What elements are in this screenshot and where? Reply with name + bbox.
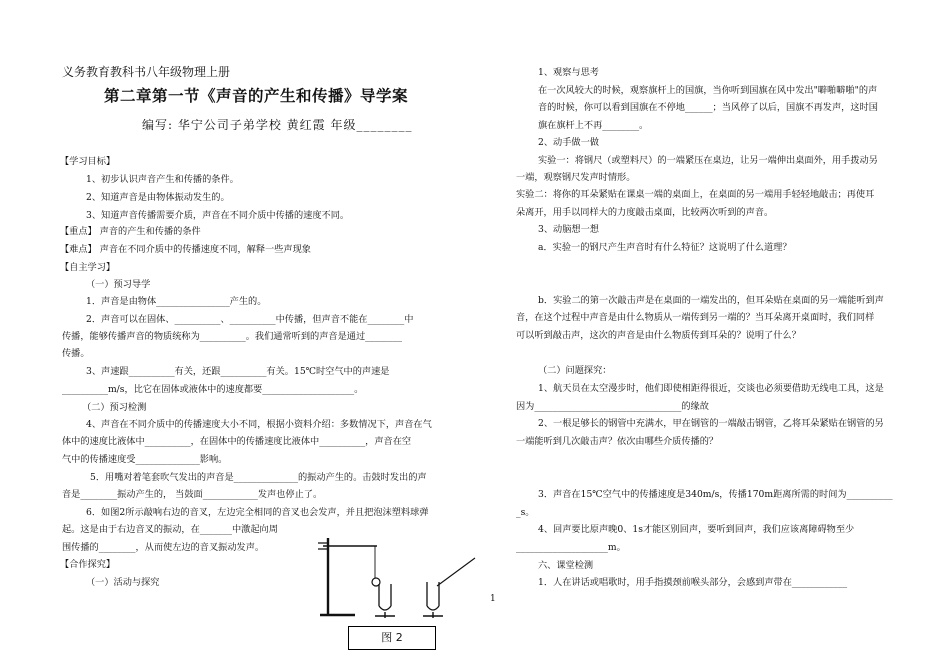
text-line: 旗在旗杆上不再________。 (538, 120, 649, 131)
question-text: 1、航天员在太空漫步时，他们即使相距得很近，交谈也必须要借助无线电工具，这是 (538, 383, 884, 394)
text-line: 音的时候，你可以看到国旗在不停地______；当风停了以后，国旗不再发声，这时国 (538, 102, 878, 113)
subsection-heading: 2、动手做一做 (538, 137, 599, 148)
author-line: 编写: 华宁公司子弟学校 黄红霞 年级________ (142, 118, 413, 132)
text-line: 一端，观察钢尺发声时情形。 (516, 172, 636, 183)
subsection-heading: （二）预习检测 (82, 402, 147, 413)
text-line: 传播，能够传播声音的物质统称为__________。我们通常听到的声音是通过________ (62, 331, 402, 342)
tuning-fork-figure (315, 536, 485, 618)
textbook-series-header: 义务教育教科书八年级物理上册 (62, 65, 231, 79)
text-line: 【难点】 声音在不同介质中的传播速度不同，解释一些声现象 (60, 244, 311, 255)
text-line: 1．声音是由物体________________产生的。 (86, 296, 267, 307)
text-line: 1、初步认识声音产生和传播的条件。 (86, 174, 239, 185)
question-text: 一端能听到几次敲击声？依次由哪些介质传播的？ (516, 436, 719, 447)
page-number: 1 (490, 594, 496, 604)
subsection-heading: （一）预习导学 (86, 279, 151, 290)
question-text: _s。 (516, 507, 535, 518)
text-line: 围传播的________，从而使左边的音叉振动发声。 (62, 542, 265, 553)
question-text: 4、回声要比原声晚0、1s才能区别回声，要听到回声，我们应该离障碍物至少 (538, 524, 855, 535)
section-heading: 【合作探究】 (60, 559, 116, 570)
page-title: 第二章第一节《声音的产生和传播》导学案 (104, 87, 409, 105)
left-tuning-fork (379, 584, 391, 610)
question-text: 2、一根足够长的钢管中充满水，甲在钢管的一端敲击钢管，乙将耳朵紧贴在钢管的另 (538, 418, 884, 429)
text-line: 朵离开，用手以同样大的力度敲击桌面，比较两次听到的声音。 (516, 207, 774, 218)
text-line: 3、知道声音传播需要介质，声音在不同介质中传播的速度不同。 (86, 210, 350, 221)
question-text: 音，在这个过程中声音是由什么物质从一端传到另一端的？当耳朵离开桌面时，我们同样 (516, 312, 875, 323)
text-line: 传播。 (62, 348, 90, 359)
text-line: 2、知道声音是由物体振动发生的。 (86, 192, 230, 203)
text-line: 体中的速度比液体中__________，在固体中的传播速度比液体中__________，声音在空 (62, 436, 412, 447)
text-line: 实验二：将你的耳朵紧贴在课桌一端的桌面上，在桌面的另一端用手轻轻地敲击；再使耳 (516, 189, 875, 200)
subsection-heading: （二）问题探究： (538, 365, 612, 376)
question-text: 因为________________________________的缘故 (516, 401, 709, 412)
text-line: 2．声音可以在固体、__________、__________中传播，但声音不能在________中 (86, 314, 414, 325)
subsection-heading: 1、观察与思考 (538, 67, 599, 78)
text-line: 5．用嘴对着笔套吹气发出的声音是______________的振动产生的。击鼓时发出的声 (90, 472, 427, 483)
text-line: 6．如图2所示敲响右边的音叉，左边完全相同的音叉也会发声，并且把泡沫塑料球弹 (86, 507, 429, 518)
question-text: 1．人在讲话或唱歌时，用手指摸颈前喉头部分，会感到声带在____________ (538, 577, 848, 588)
text-line: 起。这是由于右边音叉的振动，在_______中激起向周 (62, 524, 278, 535)
section-heading: 【学习目标】 (60, 156, 116, 167)
text-line: 4、声音在不同介质中的传播速度大小不同，根据小资料介绍：多数情况下，声音在气 (86, 419, 432, 430)
subsection-heading: （一）活动与探究 (86, 577, 160, 588)
text-line: 音是________振动产生的， 当鼓面____________发声也停止了。 (62, 489, 323, 500)
text-line: 气中的传播速度受______________影响。 (62, 454, 228, 465)
question-text: 可以听到敲击声，这次的声音是由什么物质传到耳朵的？说明了什么？ (516, 330, 801, 341)
question-text: 3．声音在15℃空气中的传播速度是340m/s，传播170m距离所需的时间为__________ (538, 489, 893, 500)
striking-hammer (437, 558, 475, 586)
text-line: 实验一：将钢尺（或塑料尺）的一端紧压在桌边，让另一端伸出桌面外，用手拨动另 (538, 155, 878, 166)
question-text: a．实验一的钢尺产生声音时有什么特征？这说明了什么道理？ (538, 242, 792, 253)
text-line: 【重点】 声音的产生和传播的条件 (60, 226, 201, 237)
text-line: 在一次风较大的时候，观察旗杆上的国旗，当你听到国旗在风中发出"噼啪噼啪"的声 (538, 85, 878, 96)
question-text: b．实验二的第一次敲击声是在桌面的一端发出的，但耳朵贴在桌面的另一端能听到声 (538, 295, 884, 306)
section-heading: 【自主学习】 (60, 262, 116, 273)
section-heading: 六、课堂检测 (538, 560, 594, 571)
subsection-heading: 3、动脑想一想 (538, 224, 599, 235)
figure-caption: 图 2 (348, 626, 436, 650)
question-text: ____________________m。 (516, 542, 626, 553)
text-line: 3、声速跟__________有关，还跟__________有关。15℃时空气中的声速是 (86, 366, 390, 377)
text-line: __________m/s，比它在固体或液体中的速度都要____________________。 (62, 384, 364, 395)
